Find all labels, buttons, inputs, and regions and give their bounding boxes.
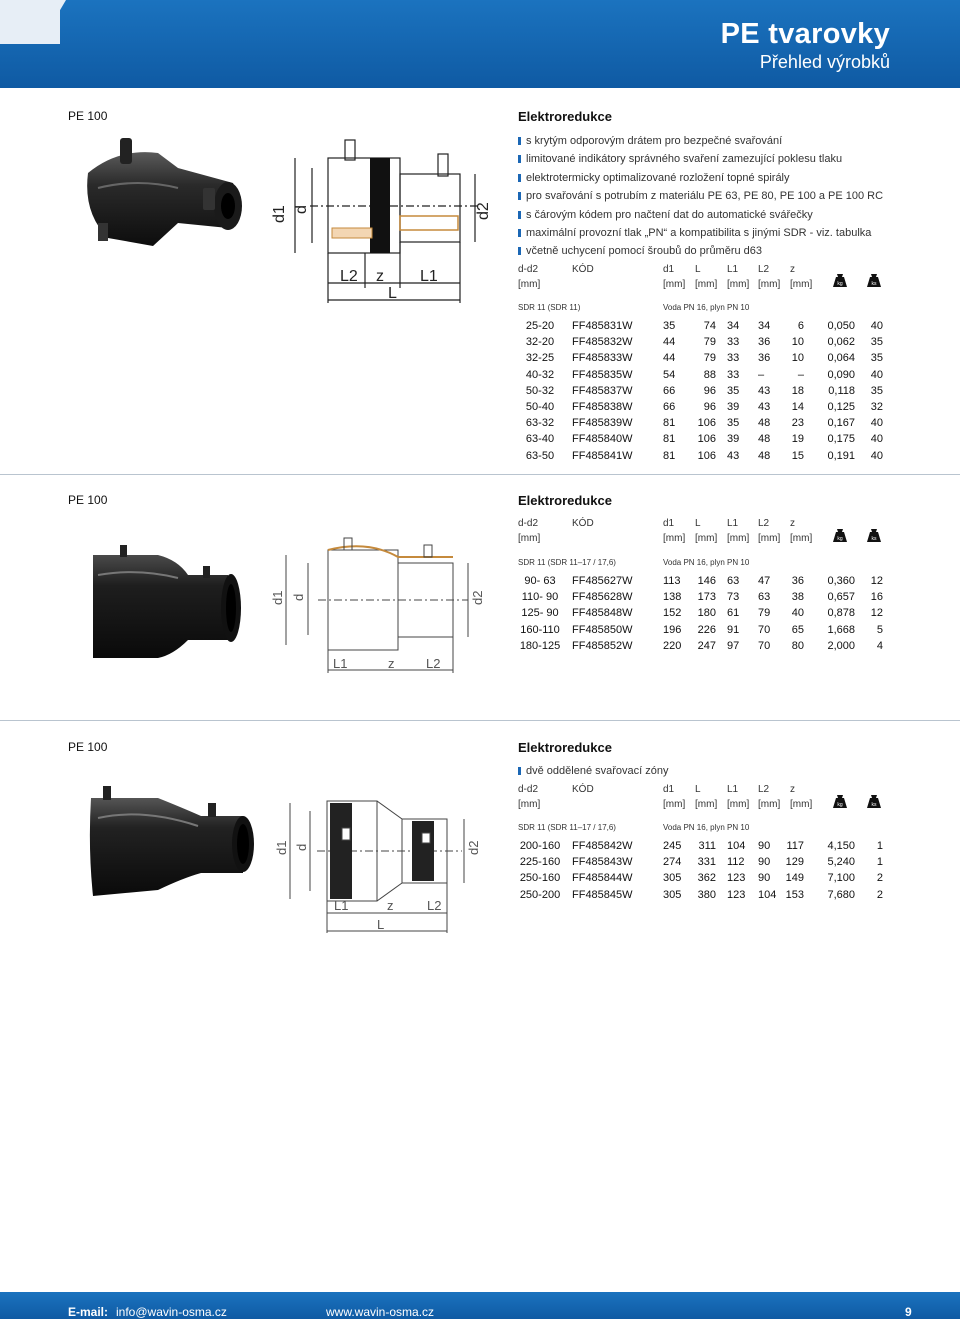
footer-web-link[interactable]: www.wavin-osma.cz: [326, 1305, 435, 1319]
cell-kod: FF485839W: [572, 417, 633, 430]
sdr-note: SDR 11 (SDR 11–17 / 17,6): [518, 558, 616, 567]
cell-L2: 36: [758, 352, 771, 365]
col-kod: KÓD: [572, 784, 594, 795]
cell-L2: 48: [758, 433, 771, 446]
cell-L: 331: [697, 856, 716, 869]
pressure-note: Voda PN 16, plyn PN 10: [663, 303, 750, 312]
cell-L: 362: [697, 872, 716, 885]
product-photo-reducer-large: [83, 778, 258, 908]
col-z: z: [790, 518, 795, 529]
cell-z: 6: [797, 320, 804, 332]
col-d1: d1: [663, 518, 675, 529]
cell-kg: 0,090: [827, 368, 855, 381]
cell-kod: FF485844W: [572, 872, 633, 885]
cell-L1: 97: [727, 639, 740, 652]
cell-L2: 104: [758, 888, 777, 901]
cell-L2: 79: [758, 607, 771, 620]
table-row: [518, 638, 898, 654]
unit-mm: [mm]: [695, 533, 718, 544]
col-L: L: [695, 518, 701, 529]
weight-kg-icon: [833, 795, 847, 808]
cell-z: 153: [785, 888, 804, 901]
pieces-ks-icon: [867, 529, 881, 542]
table-row: [518, 605, 898, 621]
cell-kg: 1,668: [827, 623, 855, 636]
cell-ks: 1: [876, 856, 883, 869]
cell-ks: 4: [876, 639, 883, 652]
cell-kg: 5,240: [827, 856, 855, 869]
cell-L: 146: [697, 575, 716, 587]
cell-kg: 0,062: [827, 336, 855, 349]
cell-ks: 35: [870, 384, 883, 397]
unit-mm: [mm]: [758, 533, 781, 544]
table-row: [518, 838, 898, 854]
drawing-label-l: L: [377, 917, 385, 932]
drawing-label-d: d: [293, 205, 310, 214]
pressure-note: Voda PN 16, plyn PN 10: [663, 558, 750, 567]
col-L2: L2: [758, 784, 770, 795]
unit-mm: [mm]: [727, 799, 750, 810]
drawing-label-l: L: [388, 285, 397, 302]
cell-L1: 34: [727, 320, 740, 332]
cell-L2: –: [758, 368, 765, 381]
section-divider: [0, 474, 960, 475]
table-row: [518, 415, 898, 431]
table-row: [518, 622, 898, 638]
page-number: 9: [905, 1305, 912, 1319]
cell-kod: FF485838W: [572, 400, 633, 413]
section-1-title: Elektroredukce: [518, 109, 612, 124]
cell-L2: 48: [758, 417, 771, 430]
cell-L: 106: [697, 417, 716, 430]
section-1-feature-list: [518, 132, 883, 261]
cell-d1: 35: [663, 320, 676, 332]
unit-mm: [mm]: [790, 799, 813, 810]
cell-L2: 63: [758, 591, 771, 604]
cell-L2: 43: [758, 400, 771, 413]
section-3-feature-list: [518, 762, 668, 780]
cell-kg: 7,100: [827, 872, 855, 885]
drawing-label-l2: L2: [426, 656, 441, 671]
table-row: [518, 854, 898, 870]
cell-d1: 54: [663, 368, 676, 381]
cell-L2: 34: [758, 320, 771, 332]
header-corner-tab: [0, 0, 60, 44]
cell-kg: 0,657: [827, 591, 855, 604]
cell-L1: 104: [727, 840, 746, 852]
cell-z: 15: [791, 449, 804, 462]
cell-ks: 1: [876, 840, 883, 852]
cell-L: 247: [697, 639, 716, 652]
drawing-label-l1: L1: [420, 268, 438, 285]
table-row: [518, 350, 898, 366]
cell-d1: 81: [663, 449, 676, 462]
cell-L: 226: [697, 623, 716, 636]
cell-ks: 35: [870, 352, 883, 365]
cell-d1: 196: [663, 623, 682, 636]
cell-L2: 36: [758, 336, 771, 349]
unit-mm: [mm]: [727, 279, 750, 290]
section-2-table-body: [518, 573, 898, 654]
cell-kg: 0,064: [827, 352, 855, 365]
cell-dd: 50-32: [525, 384, 555, 397]
cell-z: 10: [791, 352, 804, 365]
table-row: [518, 448, 898, 464]
col-L1: L1: [727, 784, 739, 795]
cell-L2: 70: [758, 623, 771, 636]
cell-kg: 0,878: [827, 607, 855, 620]
kg-icon-label: kg: [837, 281, 843, 287]
cell-z: 80: [791, 639, 804, 652]
ks-icon-label: ks: [871, 281, 877, 287]
cell-z: 38: [791, 591, 804, 604]
page-footer: [0, 1292, 960, 1319]
cell-L1: 39: [727, 400, 740, 413]
cell-L1: 112: [727, 856, 745, 869]
cell-L: 106: [697, 449, 716, 462]
cell-ks: 12: [870, 575, 883, 587]
page-title: PE tvarovky: [720, 18, 890, 50]
col-kod: KÓD: [572, 264, 594, 275]
cell-kod: FF485628W: [572, 591, 633, 604]
cell-L1: 43: [727, 449, 740, 462]
cell-d1: 81: [663, 417, 676, 430]
cell-L1: 39: [727, 433, 740, 446]
cell-kod: FF485845W: [572, 888, 633, 901]
ks-icon-label: ks: [871, 536, 877, 542]
col-L1: L1: [727, 264, 739, 275]
col-dd: d-d2: [518, 784, 539, 795]
cell-d1: 81: [663, 433, 676, 446]
cell-d1: 245: [663, 840, 682, 852]
feature-item: dvě oddělené svařovací zóny: [518, 762, 668, 780]
unit-mm: [mm]: [663, 279, 686, 290]
cell-L1: 33: [727, 352, 740, 365]
cell-kg: 0,175: [827, 433, 855, 446]
cell-ks: 2: [876, 888, 883, 901]
cell-d1: 44: [663, 352, 676, 365]
col-L: L: [695, 264, 701, 275]
drawing-label-d: d: [291, 593, 306, 601]
drawing-label-d1: d1: [274, 840, 289, 855]
cell-dd: 180-125: [519, 639, 561, 652]
cell-d1: 274: [663, 856, 682, 869]
cell-dd: 32-25: [525, 352, 555, 365]
drawing-label-l1: L1: [333, 656, 348, 671]
cell-L: 173: [697, 591, 716, 604]
pieces-ks-icon: [867, 274, 881, 287]
col-L2: L2: [758, 518, 770, 529]
cell-ks: 32: [870, 400, 883, 413]
cell-dd: 50-40: [525, 400, 555, 413]
cell-kod: FF485835W: [572, 368, 633, 381]
table-row: [518, 334, 898, 350]
technical-drawing-2: [268, 535, 493, 675]
cell-z: 149: [785, 872, 804, 885]
col-z: z: [790, 264, 795, 275]
unit-mm: [mm]: [727, 533, 750, 544]
drawing-label-d: d: [294, 843, 309, 851]
cell-L: 88: [703, 368, 716, 381]
drawing-label-d1: d1: [270, 590, 285, 605]
cell-kod: FF485840W: [572, 433, 633, 446]
unit-mm: [mm]: [758, 279, 781, 290]
cell-kod: FF485852W: [572, 639, 633, 652]
cell-dd: 32-20: [525, 336, 555, 349]
col-d1: d1: [663, 784, 675, 795]
footer-email-link[interactable]: info@wavin-osma.cz: [116, 1305, 227, 1319]
cell-kg: 2,000: [827, 639, 855, 652]
cell-L2: 48: [758, 449, 771, 462]
unit-mm: [mm]: [518, 799, 541, 810]
cell-L2: 90: [758, 872, 771, 885]
feature-item: pro svařování s potrubím z materiálu PE 63, PE 80, PE 100 a PE 100 RC: [518, 187, 883, 205]
cell-d1: 44: [663, 336, 676, 349]
cell-z: 36: [791, 575, 804, 587]
feature-item: maximální provozní tlak „PN“ a kompatibilita s jinými SDR - viz. tabulka: [518, 224, 883, 242]
cell-ks: 40: [870, 449, 883, 462]
cell-kod: FF485627W: [572, 575, 633, 587]
unit-mm: [mm]: [790, 533, 813, 544]
weight-kg-icon: [833, 274, 847, 287]
cell-L2: 90: [758, 840, 771, 852]
cell-kg: 0,191: [827, 449, 855, 462]
cell-L: 380: [697, 888, 716, 901]
cell-d1: 138: [663, 591, 682, 604]
cell-L2: 43: [758, 384, 771, 397]
drawing-label-z: z: [387, 898, 394, 913]
table-row: [518, 367, 898, 383]
section-divider: [0, 720, 960, 721]
cell-dd: 200-160: [519, 840, 561, 852]
feature-item: s čárovým kódem pro načtení dat do automatické svářečky: [518, 206, 883, 224]
cell-dd: 63-40: [525, 433, 555, 446]
technical-drawing-1: [270, 128, 495, 313]
cell-d1: 220: [663, 639, 682, 652]
cell-L1: 35: [727, 384, 740, 397]
cell-kg: 0,360: [827, 575, 855, 587]
cell-L: 96: [703, 400, 716, 413]
table-row: [518, 383, 898, 399]
drawing-label-d2: d2: [470, 590, 485, 605]
section-2-title: Elektroredukce: [518, 493, 612, 508]
ks-icon-label: ks: [871, 802, 877, 808]
cell-ks: 12: [870, 607, 883, 620]
table-row: [518, 399, 898, 415]
cell-dd: 160-110: [520, 623, 560, 636]
sdr-note: SDR 11 (SDR 11–17 / 17,6): [518, 823, 616, 832]
drawing-label-l2: L2: [427, 898, 442, 913]
kg-icon-label: kg: [837, 536, 843, 542]
cell-L1: 73: [727, 591, 740, 604]
cell-ks: 2: [876, 872, 883, 885]
product-photo-reducer-medium: [88, 540, 248, 665]
unit-mm: [mm]: [695, 279, 718, 290]
unit-mm: [mm]: [695, 799, 718, 810]
cell-kg: 4,150: [827, 840, 855, 852]
cell-kg: 7,680: [827, 888, 855, 901]
cell-z: 65: [791, 623, 804, 636]
cell-kod: FF485850W: [572, 623, 633, 636]
drawing-label-z: z: [388, 656, 395, 671]
section-1-material: PE 100: [68, 109, 108, 123]
table-row: [518, 589, 898, 605]
cell-kod: FF485837W: [572, 384, 633, 397]
technical-drawing-3: [272, 793, 482, 938]
cell-L1: 91: [727, 623, 740, 636]
cell-L: 79: [703, 352, 716, 365]
cell-L1: 61: [727, 607, 740, 620]
unit-mm: [mm]: [663, 799, 686, 810]
feature-item: s krytým odporovým drátem pro bezpečné svařování: [518, 132, 883, 150]
feature-item: elektrotermicky optimalizované rozložení topné spirály: [518, 169, 883, 187]
cell-L1: 63: [727, 575, 740, 587]
cell-L2: 47: [758, 575, 771, 587]
cell-kod: FF485831W: [572, 320, 633, 332]
col-L1: L1: [727, 518, 739, 529]
cell-kg: 0,050: [827, 320, 855, 332]
cell-d1: 113: [663, 575, 681, 587]
drawing-label-z: z: [376, 268, 384, 285]
cell-kod: FF485833W: [572, 352, 633, 365]
cell-kg: 0,167: [827, 417, 855, 430]
page-header: [0, 0, 960, 88]
cell-dd: 63-50: [525, 449, 555, 462]
cell-L: 96: [703, 384, 716, 397]
cell-z: 40: [791, 607, 804, 620]
cell-kod: FF485848W: [572, 607, 633, 620]
sdr-note: SDR 11 (SDR 11): [518, 303, 581, 312]
cell-ks: 40: [870, 433, 883, 446]
cell-L: 79: [703, 336, 716, 349]
product-photo-reducer-small: [78, 128, 248, 253]
page-subtitle: Přehled výrobků: [759, 52, 890, 72]
table-row: [518, 318, 898, 334]
cell-dd: 110- 90: [521, 591, 559, 604]
cell-ks: 40: [870, 320, 883, 332]
cell-z: 19: [791, 433, 804, 446]
pieces-ks-icon: [867, 795, 881, 808]
cell-dd: 25-20: [525, 320, 555, 332]
cell-L: 106: [697, 433, 716, 446]
cell-L1: 123: [727, 872, 746, 885]
cell-d1: 66: [663, 384, 676, 397]
cell-dd: 40-32: [525, 368, 555, 381]
cell-ks: 40: [870, 417, 883, 430]
section-2-material: PE 100: [68, 493, 108, 507]
cell-L1: 123: [727, 888, 746, 901]
unit-mm: [mm]: [758, 799, 781, 810]
cell-z: 129: [785, 856, 804, 869]
drawing-label-d1: d1: [271, 205, 288, 223]
pressure-note: Voda PN 16, plyn PN 10: [663, 823, 750, 832]
cell-kg: 0,125: [827, 400, 855, 413]
unit-mm: [mm]: [790, 279, 813, 290]
col-dd: d-d2: [518, 264, 539, 275]
cell-L1: 33: [727, 368, 740, 381]
cell-kod: FF485832W: [572, 336, 633, 349]
cell-z: 14: [791, 400, 804, 413]
section-1-table-body: [518, 318, 898, 464]
cell-kod: FF485842W: [572, 840, 633, 852]
cell-L1: 33: [727, 336, 740, 349]
table-row: [518, 573, 898, 589]
cell-ks: 16: [870, 591, 883, 604]
cell-kod: FF485843W: [572, 856, 633, 869]
unit-mm: [mm]: [518, 279, 541, 290]
cell-d1: 66: [663, 400, 676, 413]
cell-d1: 305: [663, 872, 682, 885]
drawing-label-l2: L2: [340, 268, 358, 285]
cell-dd: 250-200: [519, 888, 561, 901]
cell-z: –: [797, 368, 804, 381]
unit-mm: [mm]: [663, 533, 686, 544]
cell-kg: 0,118: [828, 384, 855, 397]
cell-dd: 125- 90: [521, 607, 559, 620]
cell-L: 74: [703, 320, 716, 332]
section-3-table-body: [518, 838, 898, 903]
unit-mm: [mm]: [518, 533, 541, 544]
cell-z: 18: [791, 384, 804, 397]
feature-item: limitované indikátory správného svaření zamezující poklesu tlaku: [518, 150, 883, 168]
col-z: z: [790, 784, 795, 795]
cell-dd: 90- 63: [524, 575, 556, 587]
cell-L: 311: [698, 840, 716, 852]
cell-kod: FF485841W: [572, 449, 633, 462]
col-kod: KÓD: [572, 518, 594, 529]
cell-L: 180: [697, 607, 716, 620]
drawing-label-d2: d2: [475, 202, 492, 220]
col-L2: L2: [758, 264, 770, 275]
table-row: [518, 870, 898, 886]
weight-kg-icon: [833, 529, 847, 542]
cell-z: 23: [791, 417, 804, 430]
drawing-label-l1: L1: [334, 898, 349, 913]
cell-dd: 225-160: [519, 856, 561, 869]
col-dd: d-d2: [518, 518, 539, 529]
cell-ks: 35: [870, 336, 883, 349]
cell-z: 10: [791, 336, 804, 349]
kg-icon-label: kg: [837, 802, 843, 808]
cell-ks: 40: [870, 368, 883, 381]
cell-L2: 70: [758, 639, 771, 652]
drawing-label-d2: d2: [466, 840, 481, 855]
cell-z: 117: [786, 840, 804, 852]
cell-L1: 35: [727, 417, 740, 430]
cell-ks: 5: [876, 623, 883, 636]
footer-email-label: E-mail:: [68, 1305, 109, 1319]
feature-item: včetně uchycení pomocí šroubů do průměru d63: [518, 242, 883, 260]
section-3-material: PE 100: [68, 740, 108, 754]
col-d1: d1: [663, 264, 675, 275]
cell-L2: 90: [758, 856, 771, 869]
table-row: [518, 887, 898, 903]
cell-d1: 305: [663, 888, 682, 901]
col-L: L: [695, 784, 701, 795]
cell-dd: 63-32: [525, 417, 555, 430]
table-row: [518, 431, 898, 447]
cell-d1: 152: [663, 607, 682, 620]
section-3-title: Elektroredukce: [518, 740, 612, 755]
cell-dd: 250-160: [519, 872, 561, 885]
